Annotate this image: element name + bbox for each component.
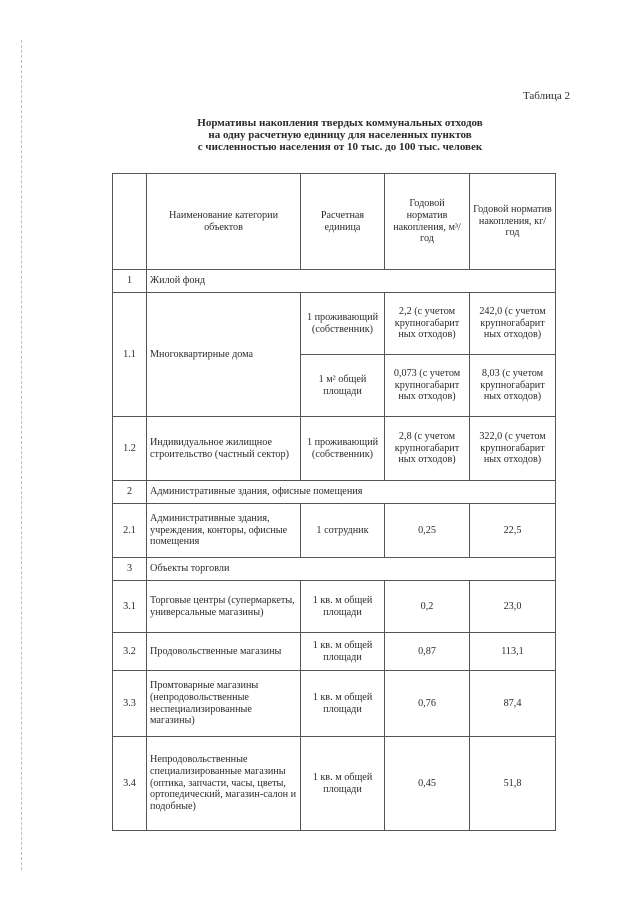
row-unit: 1 кв. м общей площади	[301, 633, 385, 671]
header-unit: Расчетная единица	[301, 174, 385, 270]
row-num: 2.1	[113, 504, 147, 558]
table-row	[113, 581, 556, 633]
row-name: Промтоварные магазины (непродовольственные неспециализированные магазины)	[147, 671, 301, 737]
table-row	[113, 417, 556, 481]
row-name: Продовольственные магазины	[147, 633, 301, 671]
row-volume: 0,87	[385, 633, 470, 671]
row-name: Многоквартирные дома	[147, 293, 301, 417]
row-num: 3.4	[113, 737, 147, 831]
table-row	[113, 293, 556, 355]
row-num: 1.1	[113, 293, 147, 417]
row-mass: 87,4	[470, 671, 556, 737]
table-row	[113, 504, 556, 558]
section-row-3	[113, 558, 556, 581]
header-num	[113, 174, 147, 270]
title-line-3: с численностью населения от 10 тыс. до 100 тыс. человек	[197, 141, 483, 153]
row-unit: 1 м² общей площади	[301, 355, 385, 417]
row-mass: 322,0 (с учетом крупногабарит ных отходов)	[470, 417, 556, 481]
row-num: 3.2	[113, 633, 147, 671]
scan-edge-line	[21, 40, 22, 870]
row-volume: 0,45	[385, 737, 470, 831]
row-volume: 0,76	[385, 671, 470, 737]
row-volume: 2,2 (с учетом крупногабарит ных отходов)	[385, 293, 470, 355]
header-mass: Годовой норматив накопления, кг/год	[470, 174, 556, 270]
row-mass: 8,03 (с учетом крупногабарит ных отходов)	[470, 355, 556, 417]
header-volume: Годовой норматив накопления, м³/год	[385, 174, 470, 270]
row-volume: 0,25	[385, 504, 470, 558]
table-row	[113, 633, 556, 671]
row-unit: 1 проживающий (собственник)	[301, 293, 385, 355]
section-num: 2	[113, 481, 147, 504]
section-row-2	[113, 481, 556, 504]
row-volume: 0,073 (с учетом крупногабарит ных отходов)	[385, 355, 470, 417]
section-title: Административные здания, офисные помещения	[147, 481, 556, 504]
section-num: 3	[113, 558, 147, 581]
row-name: Непродовольственные специализированные магазины (оптика, запчасти, часы, цветы, ортопедический, магазин-салон и подобные)	[147, 737, 301, 831]
section-title: Объекты торговли	[147, 558, 556, 581]
row-volume: 0,2	[385, 581, 470, 633]
row-name: Торговые центры (супермаркеты, универсальные магазины)	[147, 581, 301, 633]
table-title	[120, 117, 560, 153]
row-name: Административные здания, учреждения, конторы, офисные помещения	[147, 504, 301, 558]
row-num: 3.3	[113, 671, 147, 737]
row-unit: 1 кв. м общей площади	[301, 737, 385, 831]
row-mass: 242,0 (с учетом крупногабарит ных отходов)	[470, 293, 556, 355]
norms-table	[112, 173, 556, 831]
row-unit: 1 кв. м общей площади	[301, 671, 385, 737]
row-mass: 51,8	[470, 737, 556, 831]
section-title: Жилой фонд	[147, 270, 556, 293]
section-row-1	[113, 270, 556, 293]
table-row	[113, 671, 556, 737]
table-header-row	[113, 174, 556, 270]
row-unit: 1 кв. м общей площади	[301, 581, 385, 633]
row-volume: 2,8 (с учетом крупногабарит ных отходов)	[385, 417, 470, 481]
table-label: Таблица 2	[522, 90, 570, 102]
row-mass: 23,0	[470, 581, 556, 633]
row-num: 3.1	[113, 581, 147, 633]
section-num: 1	[113, 270, 147, 293]
header-name: Наименование категории объектов	[147, 174, 301, 270]
row-num: 1.2	[113, 417, 147, 481]
row-unit: 1 сотрудник	[301, 504, 385, 558]
row-mass: 22,5	[470, 504, 556, 558]
row-unit: 1 проживающий (собственник)	[301, 417, 385, 481]
title-line-2: на одну расчетную единицу для населенных пунктов	[208, 129, 472, 141]
table-row	[113, 737, 556, 831]
row-name: Индивидуальное жилищное строительство (частный сектор)	[147, 417, 301, 481]
row-mass: 113,1	[470, 633, 556, 671]
title-line-1: Нормативы накопления твердых коммунальных отходов	[197, 117, 483, 129]
